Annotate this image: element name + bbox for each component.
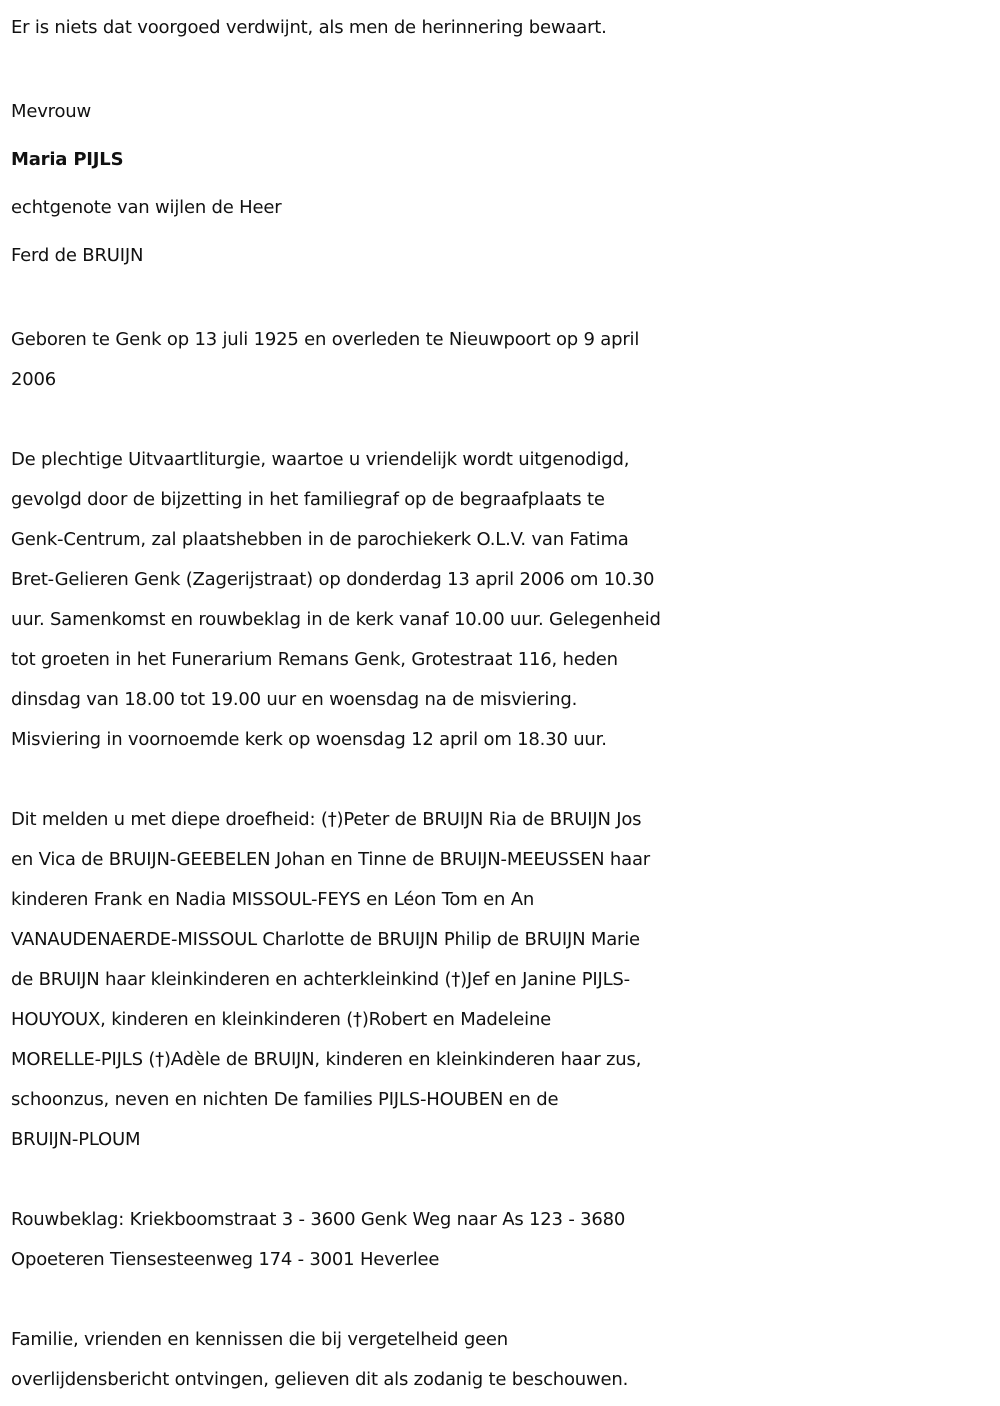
paragraph-line: Dit melden u met diepe droefheid: (†)Peter de BRUIJN Ria de BRUIJN Jos bbox=[11, 809, 642, 830]
family-paragraph bbox=[11, 800, 991, 1160]
spacer bbox=[11, 1280, 991, 1320]
paragraph-line: Genk-Centrum, zal plaatshebben in de parochiekerk O.L.V. van Fatima bbox=[11, 529, 629, 550]
obituary-document bbox=[11, 8, 991, 1400]
paragraph-line: kinderen Frank en Nadia MISSOUL-FEYS en Léon Tom en An bbox=[11, 889, 535, 910]
title-prefix: Mevrouw bbox=[11, 101, 92, 122]
paragraph-line: de BRUIJN haar kleinkinderen en achterkleinkind (†)Jef en Janine PIJLS- bbox=[11, 969, 630, 990]
paragraph-line: gevolgd door de bijzetting in het familiegraf op de begraafplaats te bbox=[11, 489, 605, 510]
spacer bbox=[11, 280, 991, 320]
spacer bbox=[11, 48, 991, 88]
spouse-name: Ferd de BRUIJN bbox=[11, 245, 144, 266]
paragraph-line: Opoeteren Tiensesteenweg 174 - 3001 Heverlee bbox=[11, 1249, 440, 1270]
paragraph-line: dinsdag van 18.00 tot 19.00 uur en woensdag na de misviering. bbox=[11, 689, 578, 710]
paragraph-line: Misviering in voornoemde kerk op woensdag 12 april om 18.30 uur. bbox=[11, 729, 607, 750]
paragraph-line: 2006 bbox=[11, 369, 57, 390]
spouse-line: echtgenote van wijlen de Heer bbox=[11, 197, 282, 218]
paragraph-line: MORELLE-PIJLS (†)Adèle de BRUIJN, kinderen en kleinkinderen haar zus, bbox=[11, 1049, 642, 1070]
paragraph-line: BRUIJN-PLOUM bbox=[11, 1129, 141, 1150]
deceased-header bbox=[11, 88, 991, 280]
paragraph-line: Rouwbeklag: Kriekboomstraat 3 - 3600 Genk Weg naar As 123 - 3680 bbox=[11, 1209, 626, 1230]
paragraph-line: De plechtige Uitvaartliturgie, waartoe u vriendelijk wordt uitgenodigd, bbox=[11, 449, 630, 470]
paragraph-line: uur. Samenkomst en rouwbeklag in de kerk vanaf 10.00 uur. Gelegenheid bbox=[11, 609, 661, 630]
paragraph-line: VANAUDENAERDE-MISSOUL Charlotte de BRUIJN Philip de BRUIJN Marie bbox=[11, 929, 640, 950]
paragraph-line: Bret-Gelieren Genk (Zagerijstraat) op donderdag 13 april 2006 om 10.30 bbox=[11, 569, 655, 590]
spacer bbox=[11, 760, 991, 800]
deceased-name: Maria PIJLS bbox=[11, 149, 124, 170]
paragraph-line: HOUYOUX, kinderen en kleinkinderen (†)Robert en Madeleine bbox=[11, 1009, 552, 1030]
birth-death-paragraph bbox=[11, 320, 991, 400]
motto: Er is niets dat voorgoed verdwijnt, als men de herinnering bewaart. bbox=[11, 17, 607, 38]
paragraph-line: en Vica de BRUIJN-GEEBELEN Johan en Tinne de BRUIJN-MEEUSSEN haar bbox=[11, 849, 650, 870]
spacer bbox=[11, 1160, 991, 1200]
spacer bbox=[11, 400, 991, 440]
condolence-address-paragraph bbox=[11, 1200, 991, 1280]
paragraph-line: schoonzus, neven en nichten De families PIJLS-HOUBEN en de bbox=[11, 1089, 559, 1110]
paragraph-line: Geboren te Genk op 13 juli 1925 en overleden te Nieuwpoort op 9 april bbox=[11, 329, 640, 350]
paragraph-line: Familie, vrienden en kennissen die bij vergetelheid geen bbox=[11, 1329, 509, 1350]
paragraph-line: overlijdensbericht ontvingen, gelieven dit als zodanig te beschouwen. bbox=[11, 1369, 629, 1390]
closing-paragraph bbox=[11, 1320, 991, 1400]
paragraph-line: tot groeten in het Funerarium Remans Genk, Grotestraat 116, heden bbox=[11, 649, 618, 670]
funeral-paragraph bbox=[11, 440, 991, 760]
